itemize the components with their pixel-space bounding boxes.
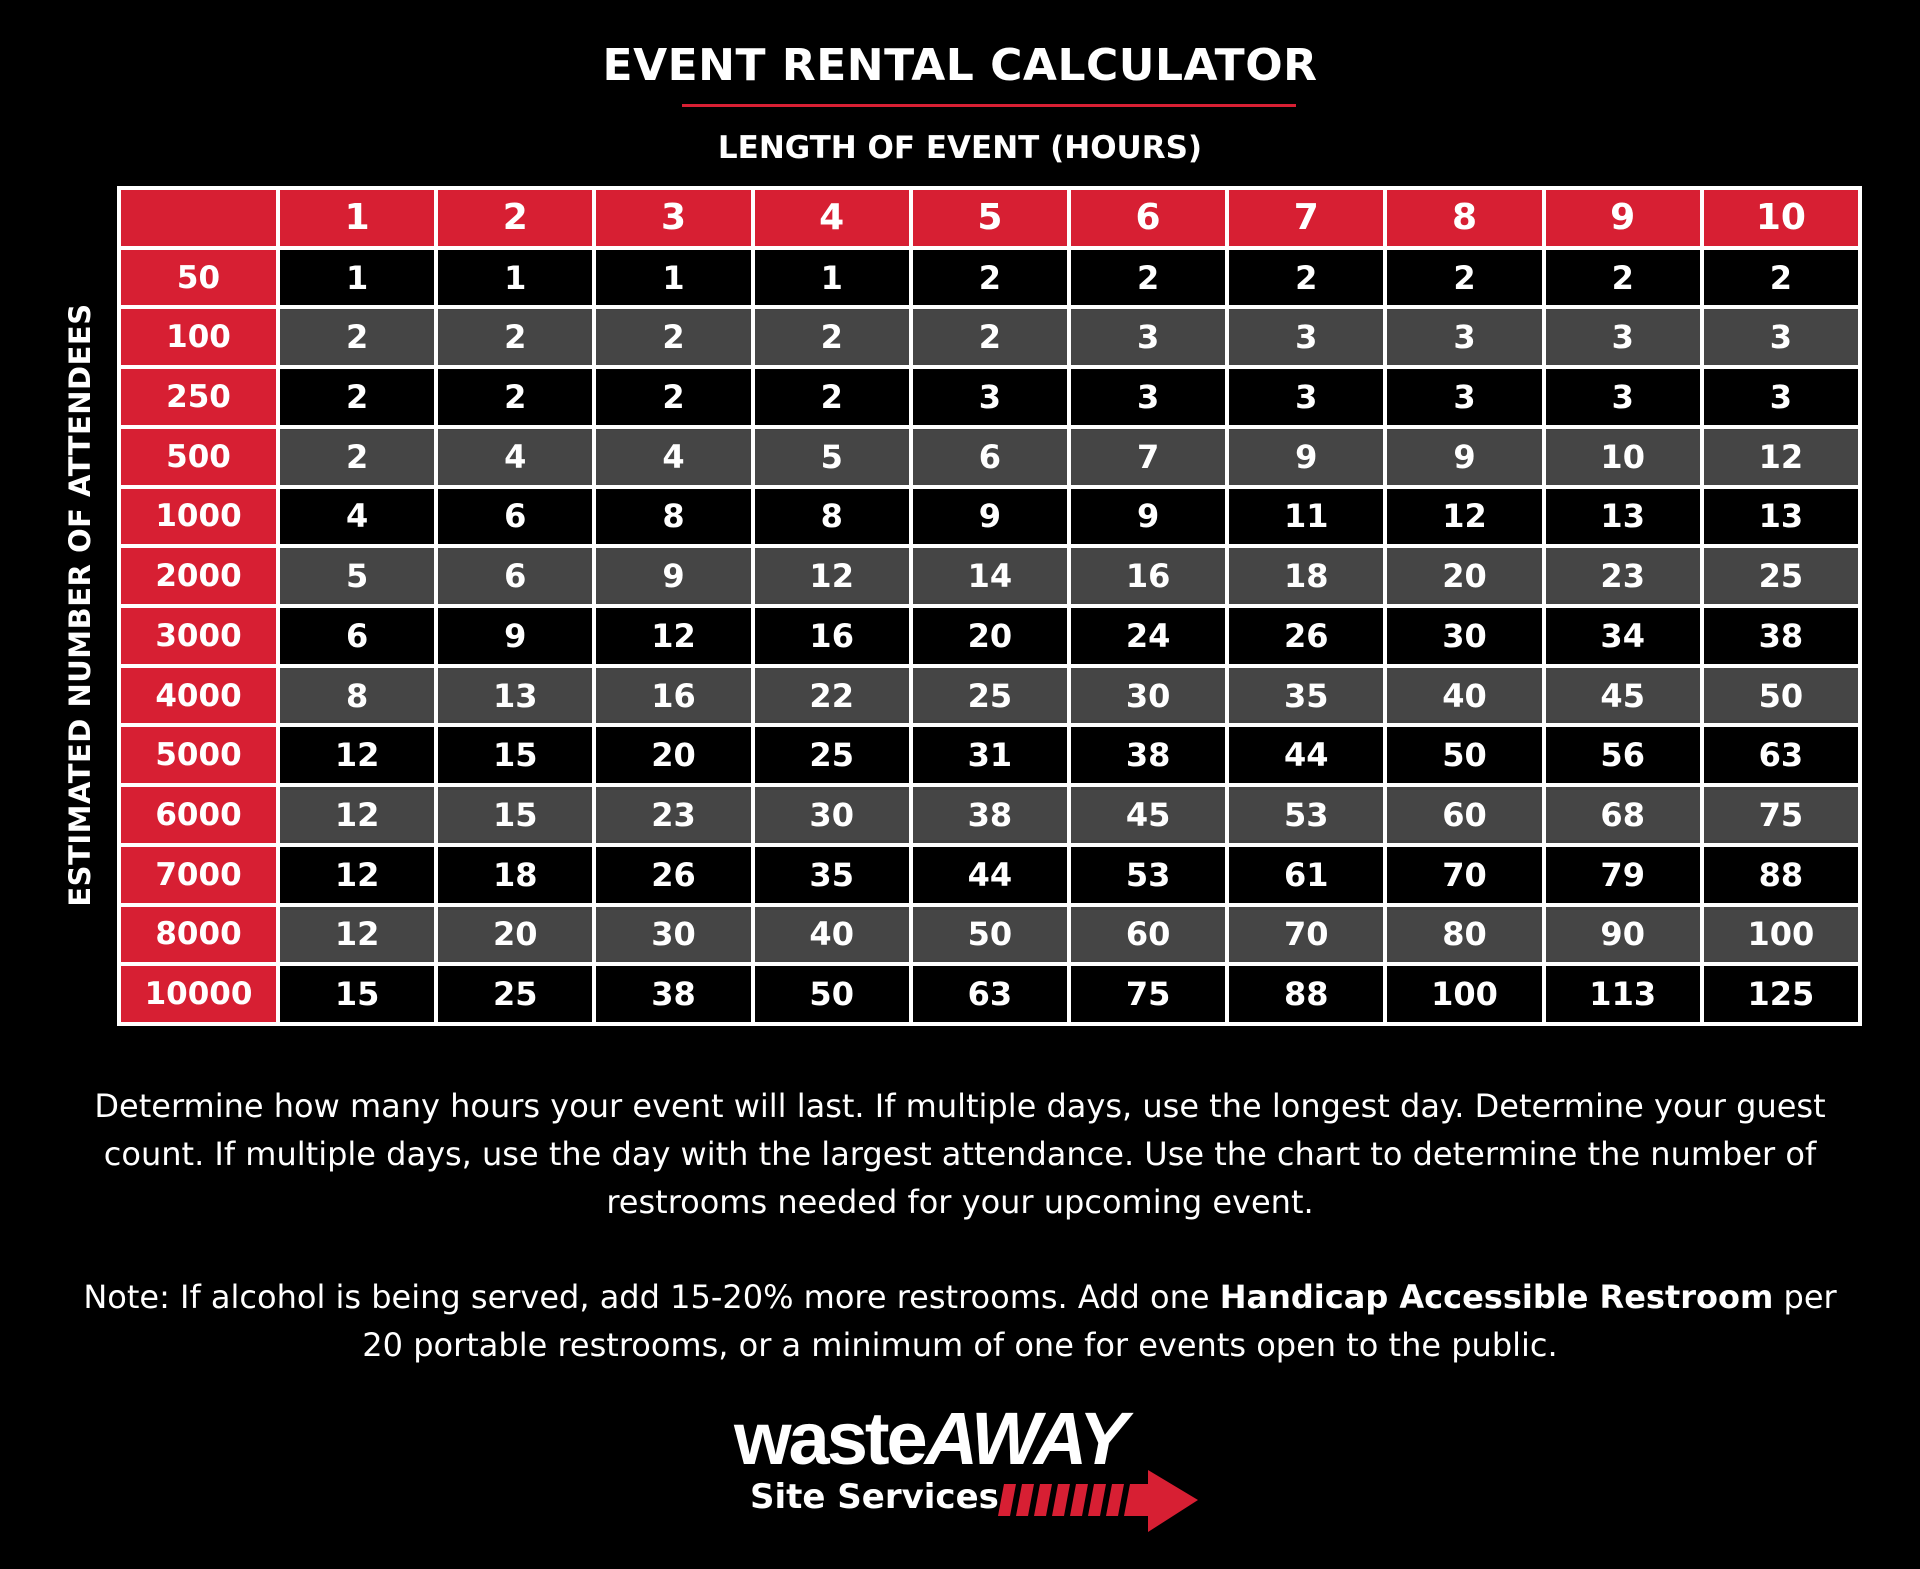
table-cell-restrooms: 12	[280, 787, 434, 843]
table-cell-restrooms: 25	[438, 966, 592, 1022]
table-cell-restrooms: 70	[1229, 907, 1383, 963]
table-cell-restrooms: 16	[755, 608, 909, 664]
table-cell-restrooms: 11	[1229, 489, 1383, 545]
column-header-hours: 7	[1229, 190, 1383, 246]
table-cell-restrooms: 6	[438, 489, 592, 545]
instructions-text: Determine how many hours your event will last. If multiple days, use the longest day. Determine your guest count. If multiple days, use the day with the largest attendance. Use the chart to determine the number of restrooms needed for your upcoming event.	[94, 1087, 1826, 1221]
table-cell-restrooms: 44	[1229, 727, 1383, 783]
table-cell-restrooms: 26	[1229, 608, 1383, 664]
row-header-attendees: 3000	[121, 608, 276, 664]
table-cell-restrooms: 4	[280, 489, 434, 545]
table-cell-restrooms: 12	[596, 608, 750, 664]
row-header-attendees: 10000	[121, 966, 276, 1022]
column-header-hours: 4	[755, 190, 909, 246]
table-cell-restrooms: 7	[1071, 429, 1225, 485]
table-cell-restrooms: 45	[1071, 787, 1225, 843]
table-cell-restrooms: 1	[596, 250, 750, 306]
table-cell-restrooms: 80	[1387, 907, 1541, 963]
table-cell-restrooms: 50	[755, 966, 909, 1022]
table-cell-restrooms: 3	[1387, 309, 1541, 365]
table-cell-restrooms: 12	[1387, 489, 1541, 545]
table-cell-restrooms: 88	[1229, 966, 1383, 1022]
column-header-hours: 3	[596, 190, 750, 246]
table-cell-restrooms: 3	[1546, 369, 1700, 425]
table-cell-restrooms: 20	[913, 608, 1067, 664]
table-cell-restrooms: 12	[280, 907, 434, 963]
table-cell-restrooms: 8	[280, 668, 434, 724]
table-cell-restrooms: 12	[1704, 429, 1858, 485]
table-cell-restrooms: 24	[1071, 608, 1225, 664]
table-cell-restrooms: 2	[1704, 250, 1858, 306]
table-cell-restrooms: 68	[1546, 787, 1700, 843]
note-prefix: Note: If alcohol is being served, add 15-20% more restrooms. Add one	[83, 1278, 1220, 1316]
table-cell-restrooms: 3	[1704, 369, 1858, 425]
table-cell-restrooms: 44	[913, 847, 1067, 903]
column-header-hours: 8	[1387, 190, 1541, 246]
table-cell-restrooms: 12	[280, 847, 434, 903]
column-header-hours: 6	[1071, 190, 1225, 246]
table-cell-restrooms: 25	[755, 727, 909, 783]
row-axis-label: ESTIMATED NUMBER OF ATTENDEES	[63, 303, 97, 907]
table-cell-restrooms: 6	[280, 608, 434, 664]
page-title: EVENT RENTAL CALCULATOR	[602, 40, 1318, 91]
table-cell-restrooms: 60	[1071, 907, 1225, 963]
table-cell-restrooms: 9	[596, 548, 750, 604]
table-cell-restrooms: 88	[1704, 847, 1858, 903]
row-header-attendees: 100	[121, 309, 276, 365]
table-cell-restrooms: 50	[1704, 668, 1858, 724]
table-corner-cell	[121, 190, 276, 246]
table-cell-restrooms: 23	[1546, 548, 1700, 604]
table-cell-restrooms: 2	[1071, 250, 1225, 306]
table-cell-restrooms: 2	[913, 309, 1067, 365]
table-cell-restrooms: 34	[1546, 608, 1700, 664]
table-cell-restrooms: 20	[1387, 548, 1541, 604]
table-cell-restrooms: 113	[1546, 966, 1700, 1022]
table-cell-restrooms: 90	[1546, 907, 1700, 963]
table-cell-restrooms: 3	[1387, 369, 1541, 425]
table-cell-restrooms: 30	[1071, 668, 1225, 724]
table-cell-restrooms: 38	[596, 966, 750, 1022]
table-cell-restrooms: 15	[438, 787, 592, 843]
table-cell-restrooms: 38	[913, 787, 1067, 843]
table-cell-restrooms: 38	[1071, 727, 1225, 783]
table-cell-restrooms: 2	[755, 369, 909, 425]
table-cell-restrooms: 31	[913, 727, 1067, 783]
column-header-hours: 5	[913, 190, 1067, 246]
table-cell-restrooms: 61	[1229, 847, 1383, 903]
table-cell-restrooms: 2	[438, 309, 592, 365]
table-cell-restrooms: 3	[1071, 309, 1225, 365]
table-cell-restrooms: 35	[1229, 668, 1383, 724]
table-cell-restrooms: 75	[1704, 787, 1858, 843]
table-cell-restrooms: 16	[596, 668, 750, 724]
table-cell-restrooms: 9	[1387, 429, 1541, 485]
table-cell-restrooms: 40	[755, 907, 909, 963]
column-header-hours: 2	[438, 190, 592, 246]
table-cell-restrooms: 26	[596, 847, 750, 903]
table-cell-restrooms: 6	[913, 429, 1067, 485]
table-cell-restrooms: 100	[1387, 966, 1541, 1022]
table-cell-restrooms: 30	[1387, 608, 1541, 664]
table-cell-restrooms: 2	[1229, 250, 1383, 306]
table-cell-restrooms: 3	[1546, 309, 1700, 365]
table-cell-restrooms: 2	[438, 369, 592, 425]
table-cell-restrooms: 4	[596, 429, 750, 485]
table-cell-restrooms: 9	[438, 608, 592, 664]
table-cell-restrooms: 3	[1229, 309, 1383, 365]
table-cell-restrooms: 2	[755, 309, 909, 365]
table-cell-restrooms: 2	[280, 429, 434, 485]
table-cell-restrooms: 15	[280, 966, 434, 1022]
table-cell-restrooms: 45	[1546, 668, 1700, 724]
table-cell-restrooms: 1	[280, 250, 434, 306]
table-cell-restrooms: 3	[913, 369, 1067, 425]
table-cell-restrooms: 63	[913, 966, 1067, 1022]
table-cell-restrooms: 60	[1387, 787, 1541, 843]
table-cell-restrooms: 2	[280, 309, 434, 365]
table-cell-restrooms: 125	[1704, 966, 1858, 1022]
logo-word-waste: waste	[734, 1397, 925, 1480]
row-header-attendees: 4000	[121, 668, 276, 724]
table-cell-restrooms: 8	[755, 489, 909, 545]
table-cell-restrooms: 15	[438, 727, 592, 783]
note-text	[60, 1273, 1860, 1369]
table-cell-restrooms: 18	[438, 847, 592, 903]
table-cell-restrooms: 23	[596, 787, 750, 843]
table-cell-restrooms: 13	[1704, 489, 1858, 545]
table-cell-restrooms: 53	[1229, 787, 1383, 843]
table-cell-restrooms: 79	[1546, 847, 1700, 903]
table-cell-restrooms: 50	[913, 907, 1067, 963]
table-cell-restrooms: 18	[1229, 548, 1383, 604]
table-cell-restrooms: 63	[1704, 727, 1858, 783]
table-cell-restrooms: 20	[438, 907, 592, 963]
table-cell-restrooms: 9	[1071, 489, 1225, 545]
table-cell-restrooms: 16	[1071, 548, 1225, 604]
table-cell-restrooms: 75	[1071, 966, 1225, 1022]
table-cell-restrooms: 1	[755, 250, 909, 306]
table-cell-restrooms: 30	[755, 787, 909, 843]
table-cell-restrooms: 13	[438, 668, 592, 724]
column-header-hours: 10	[1704, 190, 1858, 246]
table-cell-restrooms: 14	[913, 548, 1067, 604]
row-header-attendees: 250	[121, 369, 276, 425]
table-cell-restrooms: 2	[1387, 250, 1541, 306]
row-header-attendees: 7000	[121, 847, 276, 903]
table-cell-restrooms: 8	[596, 489, 750, 545]
note-suffix: per 20 portable restrooms, or a minimum of one for events open to the public.	[362, 1278, 1837, 1364]
note-bold: Handicap Accessible Restroom	[1219, 1278, 1774, 1316]
logo-tagline: Site Services	[750, 1477, 999, 1517]
table-cell-restrooms: 70	[1387, 847, 1541, 903]
table-cell-restrooms: 3	[1229, 369, 1383, 425]
row-header-attendees: 5000	[121, 727, 276, 783]
table-cell-restrooms: 22	[755, 668, 909, 724]
table-cell-restrooms: 3	[1071, 369, 1225, 425]
title-underline	[682, 104, 1296, 107]
logo-word-away: AWAY	[924, 1397, 1126, 1480]
row-header-attendees: 1000	[121, 489, 276, 545]
table-cell-restrooms: 20	[596, 727, 750, 783]
table-cell-restrooms: 5	[280, 548, 434, 604]
table-cell-restrooms: 38	[1704, 608, 1858, 664]
row-header-attendees: 6000	[121, 787, 276, 843]
table-cell-restrooms: 3	[1704, 309, 1858, 365]
table-cell-restrooms: 4	[438, 429, 592, 485]
table-cell-restrooms: 53	[1071, 847, 1225, 903]
table-cell-restrooms: 13	[1546, 489, 1700, 545]
table-cell-restrooms: 9	[913, 489, 1067, 545]
table-cell-restrooms: 35	[755, 847, 909, 903]
table-cell-restrooms: 12	[280, 727, 434, 783]
table-cell-restrooms: 2	[1546, 250, 1700, 306]
table-cell-restrooms: 1	[438, 250, 592, 306]
rental-calculator-table	[117, 186, 1862, 1026]
row-header-attendees: 2000	[121, 548, 276, 604]
logo-arrow-icon	[992, 1470, 1202, 1534]
table-cell-restrooms: 50	[1387, 727, 1541, 783]
table-cell-restrooms: 40	[1387, 668, 1541, 724]
row-header-attendees: 50	[121, 250, 276, 306]
table-cell-restrooms: 30	[596, 907, 750, 963]
table-cell-restrooms: 6	[438, 548, 592, 604]
table-cell-restrooms: 2	[596, 369, 750, 425]
table-cell-restrooms: 100	[1704, 907, 1858, 963]
table-cell-restrooms: 12	[755, 548, 909, 604]
table-cell-restrooms: 10	[1546, 429, 1700, 485]
table-cell-restrooms: 2	[596, 309, 750, 365]
table-cell-restrooms: 56	[1546, 727, 1700, 783]
table-cell-restrooms: 2	[913, 250, 1067, 306]
table-cell-restrooms: 25	[1704, 548, 1858, 604]
table-cell-restrooms: 9	[1229, 429, 1383, 485]
table-cell-restrooms: 5	[755, 429, 909, 485]
row-header-attendees: 500	[121, 429, 276, 485]
table-cell-restrooms: 2	[280, 369, 434, 425]
column-header-hours: 1	[280, 190, 434, 246]
column-axis-label: LENGTH OF EVENT (HOURS)	[717, 130, 1203, 166]
column-header-hours: 9	[1546, 190, 1700, 246]
table-cell-restrooms: 25	[913, 668, 1067, 724]
row-header-attendees: 8000	[121, 907, 276, 963]
wasteaway-logo	[730, 1397, 1200, 1535]
